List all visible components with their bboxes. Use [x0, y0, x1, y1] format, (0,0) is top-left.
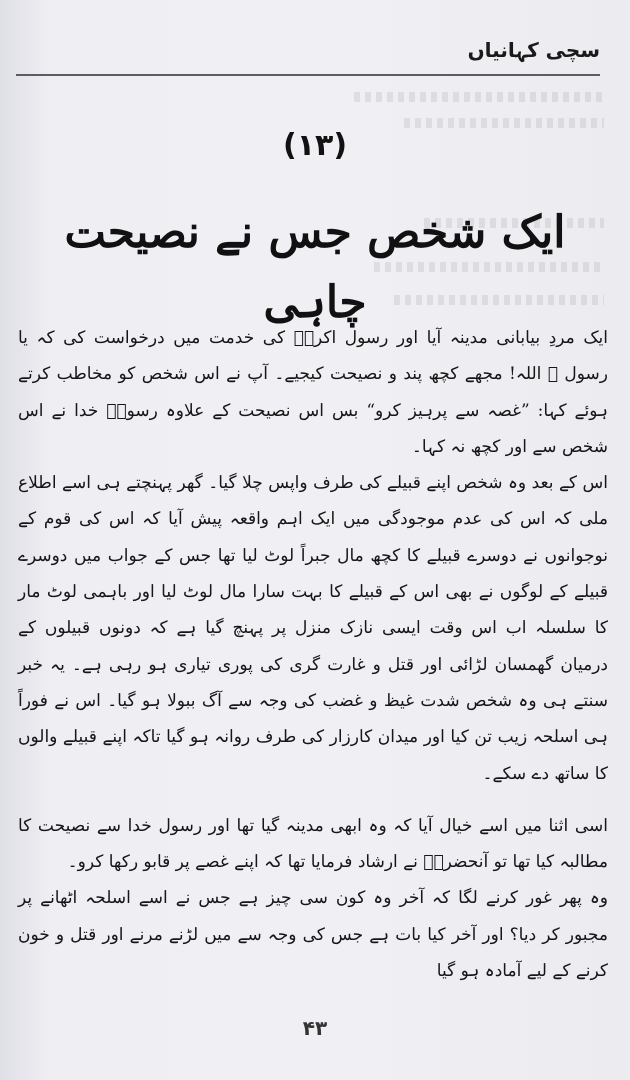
header-rule	[16, 74, 600, 76]
chapter-title: ایک شخص جس نے نصیحت چاہی	[64, 207, 566, 328]
body-text	[18, 320, 608, 989]
page-header	[40, 38, 600, 74]
running-head: سچی کہانیاں	[467, 38, 600, 62]
paragraph: اسی اثنا میں اسے خیال آیا کہ وہ ابھی مدینہ گیا تھا اور رسول خدا سے نصیحت کا مطالبہ کیا تھا تو آنحضرتؐ نے ارشاد فرمایا تھا کہ اپنے غصے پر قابو رکھا کرو۔	[18, 815, 608, 873]
page-number: ۴۳	[302, 1016, 328, 1040]
bleed-through-line	[354, 92, 604, 102]
chapter-number: (۱۳)	[282, 128, 348, 163]
paragraph: وہ پھر غور کرنے لگا کہ آخر وہ کون سی چیز ہے جس نے اسے اسلحہ اٹھانے پر مجبور کر دیا؟ اور آخر کیا بات ہے جس کی وجہ سے میں لڑنے مرنے اور قتل و خون کرنے کے لیے آمادہ ہو گیا	[18, 888, 608, 982]
bleed-through-line	[404, 118, 604, 128]
paragraph: اس کے بعد وہ شخص اپنے قبیلے کی طرف واپس چلا گیا۔ گھر پہنچتے ہی اسے اطلاع ملی کہ اس کی عدم موجودگی میں ایک اہم واقعہ پیش آیا کہ اس کی قوم کے نوجوانوں نے دوسرے قبیلے کا کچھ مال جبراً لوٹ لیا تھا جس کے جواب میں دوسرے قبیلے کے لوگوں نے بھی اس کے قبیلے کا بہت سارا مال لوٹ لیا اور باہمی لوٹ مار کا سلسلہ اب اس وقت ایسی نازک منزل پر پہنچ گیا ہے کہ دونوں قبیلوں کے درمیان گھمسان لڑائی اور قتل و غارت گری کی پوری تیاری ہو رہی ہے۔ یہ خبر سنتے ہی وہ شخص شدت غیظ و غضب کی وجہ سے آگ ببولا ہو گیا۔ اس نے فوراً ہی اسلحہ زیب تن کیا اور میدان کارزار کی طرف روانہ ہو گیا تاکہ اپنے قبیلے والوں کا ساتھ دے سکے۔	[18, 473, 608, 784]
paragraph: ایک مردِ بیابانی مدینہ آیا اور رسول اکرمؐ کی خدمت میں درخواست کی کہ یا رسول ؐ اللہ! مجھے کچھ پند و نصیحت کیجیے۔ آپ نے اس شخص کو مخاطب کرتے ہوئے کہا: ”غصہ سے پرہیز کرو“ بس اس نصیحت کے علاوہ رسولؐ خدا نے اس شخص سے اور کچھ نہ کہا۔	[18, 328, 608, 457]
